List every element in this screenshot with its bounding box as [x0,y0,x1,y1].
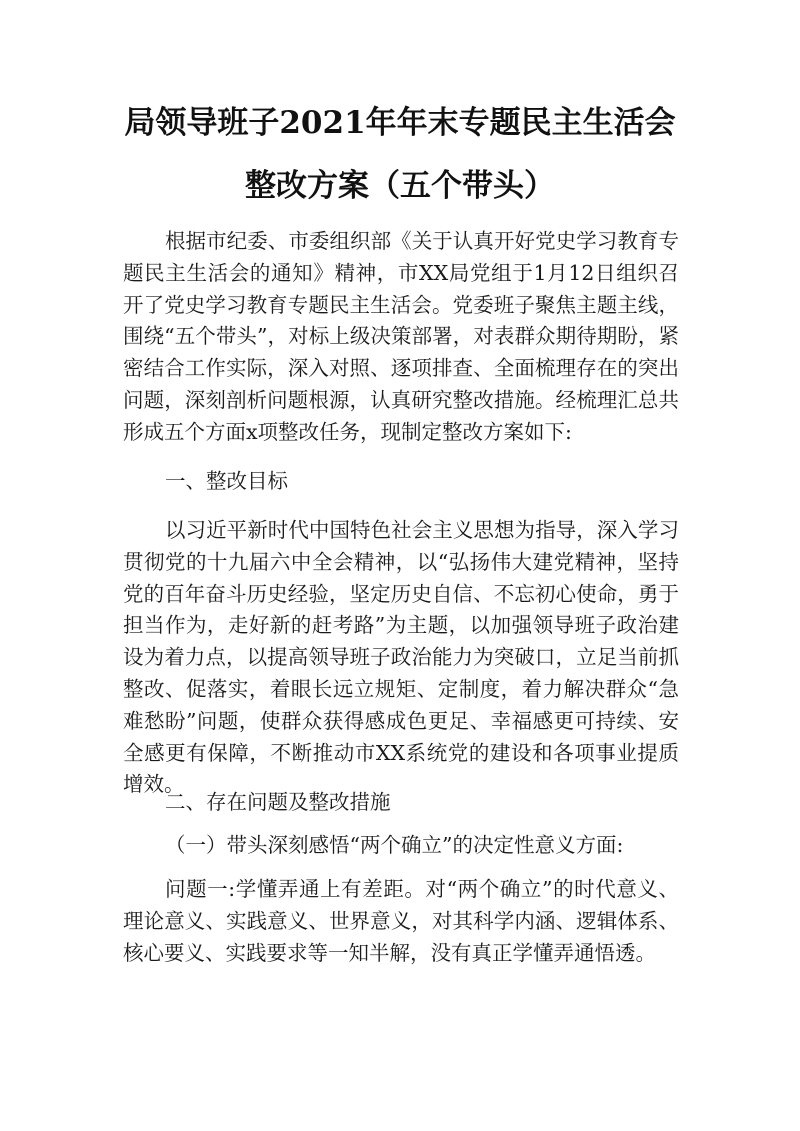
goal-paragraph: 以习近平新时代中国特色社会主义思想为指导，深入学习贯彻党的十九届六中全会精神，以“弘扬伟大建党精神，坚持党的百年奋斗历史经验，坚定历史自信、不忘初心使命，勇于担当作为，走好新的赶考路”为主题，以加强领导班子政治建设为着力点，以提高领导班子政治能力为突破口，立足当前抓整改、促落实，着眼长远立规矩、定制度，着力解决群众“急难愁盼”问题，使群众获得感成色更足、幸福感更可持续、安全感更有保障，不断推动市XX系统党的建设和各项事业提质增效。 [123,518,679,797]
subsection-heading-block [123,830,679,862]
document-title-line-1: 局领导班子2021年年末专题民主生活会 [124,105,676,141]
section-heading-problems: 二、存在问题及整改措施 [165,790,391,814]
subsection-heading-two-establishments: （一）带头深刻感悟“两个确立”的决定性意义方面: [165,833,624,857]
goal-paragraph-block [123,515,679,801]
intro-paragraph: 根据市纪委、市委组织部《关于认真开好党史学习教育专题民主生活会的通知》精神，市XX局党组于1月12日组织召开了党史学习教育专题民主生活会。党委班子聚焦主题主线，围绕“五个带头”，对标上级决策部署，对表群众期待期盼，紧密结合工作实际，深入对照、逐项排查、全面梳理存在的突出问题，深刻剖析问题根源，认真研究整改措施。经梳理汇总共形成五个方面x项整改任务，现制定整改方案如下: [123,229,679,444]
intro-paragraph-block [123,226,679,449]
section-heading-block-2 [123,787,679,819]
section-heading-block-1 [123,466,679,498]
document-title-line-2: 整改方案（五个带头） [245,168,555,204]
section-heading-goals: 一、整改目标 [165,469,288,493]
problem-paragraph-block [123,874,679,969]
problem-one-paragraph: 问题一:学懂弄通上有差距。对“两个确立”的时代意义、理论意义、实践意义、世界意义，对其科学内涵、逻辑体系、核心要义、实践要求等一知半解，没有真正学懂弄通悟透。 [123,877,679,965]
